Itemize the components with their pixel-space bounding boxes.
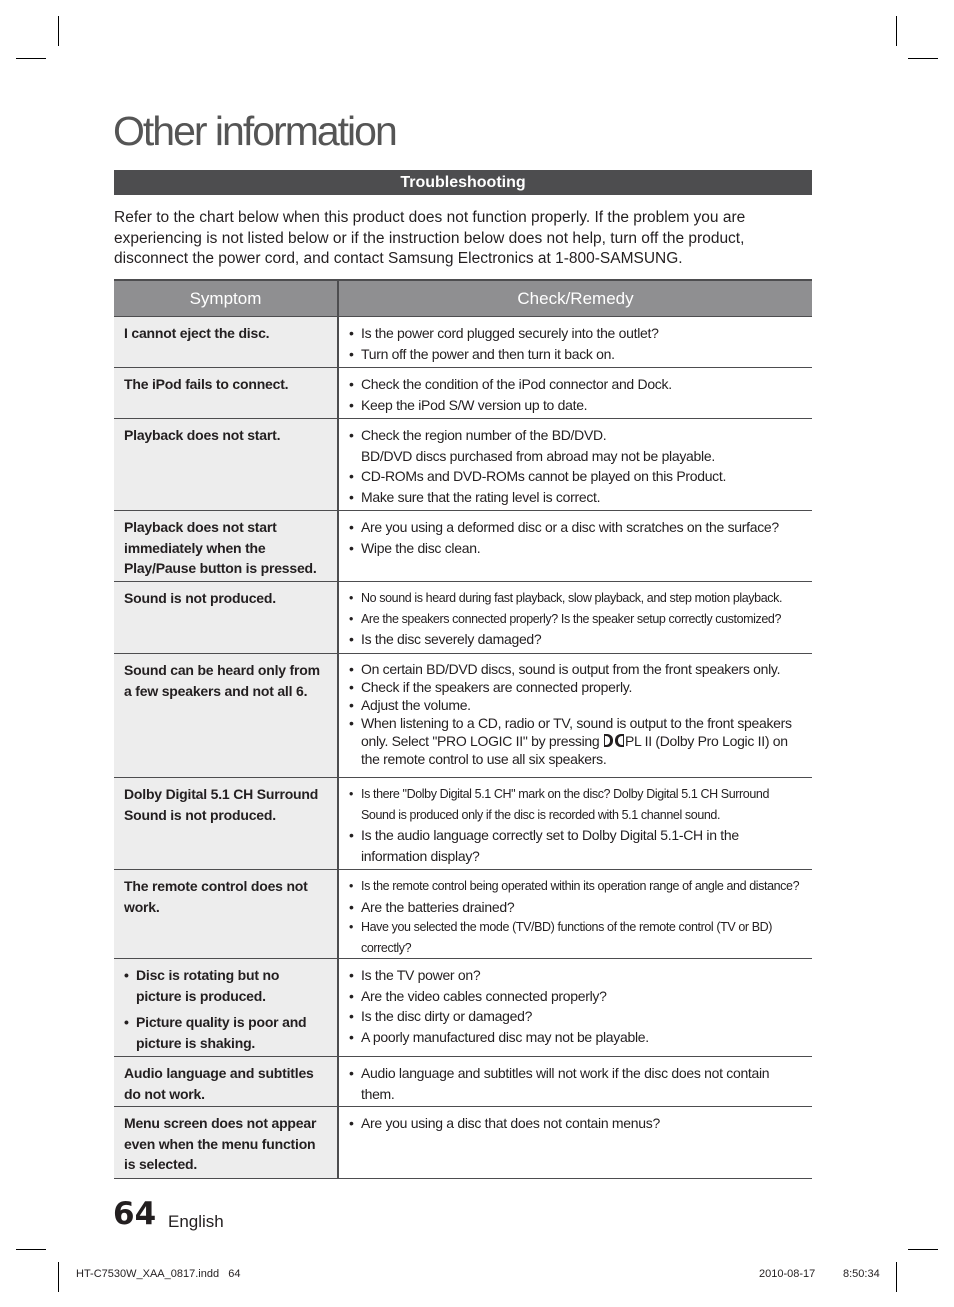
remedy-item: • Turn off the power and then turn it back on. <box>349 344 804 365</box>
symptom-cell: Dolby Digital 5.1 CH Surround Sound is not produced. <box>114 778 338 870</box>
remedy-item: • Are the video cables connected properly? <box>349 986 804 1007</box>
table-row <box>114 419 812 511</box>
crop-mark <box>16 1249 46 1250</box>
remedy-cell <box>338 582 812 654</box>
remedy-item: • Is the disc severely damaged? <box>349 629 804 650</box>
symptom-cell: Sound can be heard only from a few speakers and not all 6. <box>114 654 338 778</box>
remedy-item: • CD-ROMs and DVD-ROMs cannot be played on this Product. <box>349 466 804 487</box>
remedy-item: • Is the remote control being operated within its operation range of angle and distance? <box>349 876 804 897</box>
crop-mark <box>58 16 59 46</box>
symptom-cell: The remote control does not work. <box>114 870 338 959</box>
remedy-item: • Adjust the volume. <box>349 696 804 714</box>
page-language: English <box>168 1212 224 1231</box>
crop-mark <box>896 1262 897 1292</box>
table-row <box>114 778 812 870</box>
remedy-item <box>349 714 804 768</box>
symptom-cell: Menu screen does not appear even when the menu function is selected. <box>114 1107 338 1179</box>
symptom-cell: I cannot eject the disc. <box>114 317 338 368</box>
remedy-cell <box>338 317 812 368</box>
remedy-cell <box>338 654 812 778</box>
symptom-item: • Picture quality is poor and picture is shaking. <box>124 1012 327 1053</box>
table-row <box>114 582 812 654</box>
crop-mark <box>908 1249 938 1250</box>
remedy-item: • Check the condition of the iPod connector and Dock. <box>349 374 804 395</box>
slug-filename: HT-C7530W_XAA_0817.indd 64 <box>76 1268 241 1280</box>
remedy-cell <box>338 1107 812 1179</box>
section-header: Troubleshooting <box>114 170 812 195</box>
page-number: 64 <box>113 1196 157 1232</box>
remedy-text: PL II (Dolby Pro Logic II) on the remote control to use all six speakers. <box>361 733 788 767</box>
remedy-item: • Is there "Dolby Digital 5.1 CH" mark on the disc? Dolby Digital 5.1 CH Surround Sound is produced only if the disc is recorded with 5.1 channel sound. <box>349 784 804 825</box>
slug-time: 8:50:34 <box>843 1268 880 1280</box>
table-row <box>114 368 812 419</box>
crop-mark <box>58 1262 59 1292</box>
symptom-cell: Sound is not produced. <box>114 582 338 654</box>
remedy-item: • Make sure that the rating level is correct. <box>349 487 804 508</box>
crop-mark <box>896 16 897 46</box>
remedy-cell <box>338 959 812 1057</box>
crop-mark <box>16 58 46 59</box>
table-row <box>114 654 812 778</box>
table-header-row <box>114 280 812 317</box>
remedy-cell <box>338 870 812 959</box>
symptom-cell: Playback does not start immediately when the Play/Pause button is pressed. <box>114 511 338 582</box>
remedy-item: • On certain BD/DVD discs, sound is output from the front speakers only. <box>349 660 804 678</box>
symptom-cell: Playback does not start. <box>114 419 338 511</box>
table-row <box>114 870 812 959</box>
table-row <box>114 511 812 582</box>
remedy-text: When listening to a CD, radio or TV, sound is output to the front speakers only. Select "PRO LOGIC II" by pressing <box>361 715 792 749</box>
table-row <box>114 1057 812 1107</box>
troubleshooting-table <box>114 279 812 1179</box>
symptom-cell: Audio language and subtitles do not work. <box>114 1057 338 1107</box>
remedy-item: • Is the power cord plugged securely into the outlet? <box>349 323 804 344</box>
remedy-item: • A poorly manufactured disc may not be playable. <box>349 1027 804 1048</box>
table-row <box>114 959 812 1057</box>
remedy-cell <box>338 419 812 511</box>
remedy-header: Check/Remedy <box>338 280 812 317</box>
table-row <box>114 1107 812 1179</box>
table-row <box>114 317 812 368</box>
crop-mark <box>908 58 938 59</box>
symptom-item: • Disc is rotating but no picture is produced. <box>124 965 327 1006</box>
remedy-item: • Check if the speakers are connected properly. <box>349 678 804 696</box>
remedy-item: • Are the batteries drained? <box>349 897 804 918</box>
remedy-item: • Is the TV power on? <box>349 965 804 986</box>
remedy-item: • Are the speakers connected properly? Is the speaker setup correctly customized? <box>349 609 804 630</box>
remedy-item: • Audio language and subtitles will not work if the disc does not contain them. <box>349 1063 804 1104</box>
remedy-item: • Is the disc dirty or damaged? <box>349 1006 804 1027</box>
remedy-item: • Have you selected the mode (TV/BD) functions of the remote control (TV or BD) correctly? <box>349 917 804 958</box>
remedy-item: • Wipe the disc clean. <box>349 538 804 559</box>
remedy-item: • Are you using a deformed disc or a disc with scratches on the surface? <box>349 517 804 538</box>
symptom-header: Symptom <box>114 280 338 317</box>
intro-paragraph: Refer to the chart below when this product does not function properly. If the problem you are experiencing is not listed below or if the instruction below does not help, turn off the product, disconnect the power cord, and contact Samsung Electronics at 1-800-SAMSUNG. <box>114 209 746 267</box>
remedy-item: • Are you using a disc that does not contain menus? <box>349 1113 804 1134</box>
remedy-cell <box>338 1057 812 1107</box>
remedy-cell <box>338 511 812 582</box>
remedy-item: • No sound is heard during fast playback, slow playback, and step motion playback. <box>349 588 804 609</box>
dolby-icon <box>604 734 624 747</box>
page-title: Other information <box>113 108 396 154</box>
symptom-cell: The iPod fails to connect. <box>114 368 338 419</box>
slug-date: 2010-08-17 <box>759 1268 816 1280</box>
remedy-item: • Keep the iPod S/W version up to date. <box>349 395 804 416</box>
remedy-cell <box>338 368 812 419</box>
remedy-item: • Is the audio language correctly set to Dolby Digital 5.1-CH in the information display? <box>349 825 804 866</box>
remedy-cell <box>338 778 812 870</box>
symptom-cell <box>114 959 338 1057</box>
remedy-item: • Check the region number of the BD/DVD. BD/DVD discs purchased from abroad may not be playable. <box>349 425 804 466</box>
